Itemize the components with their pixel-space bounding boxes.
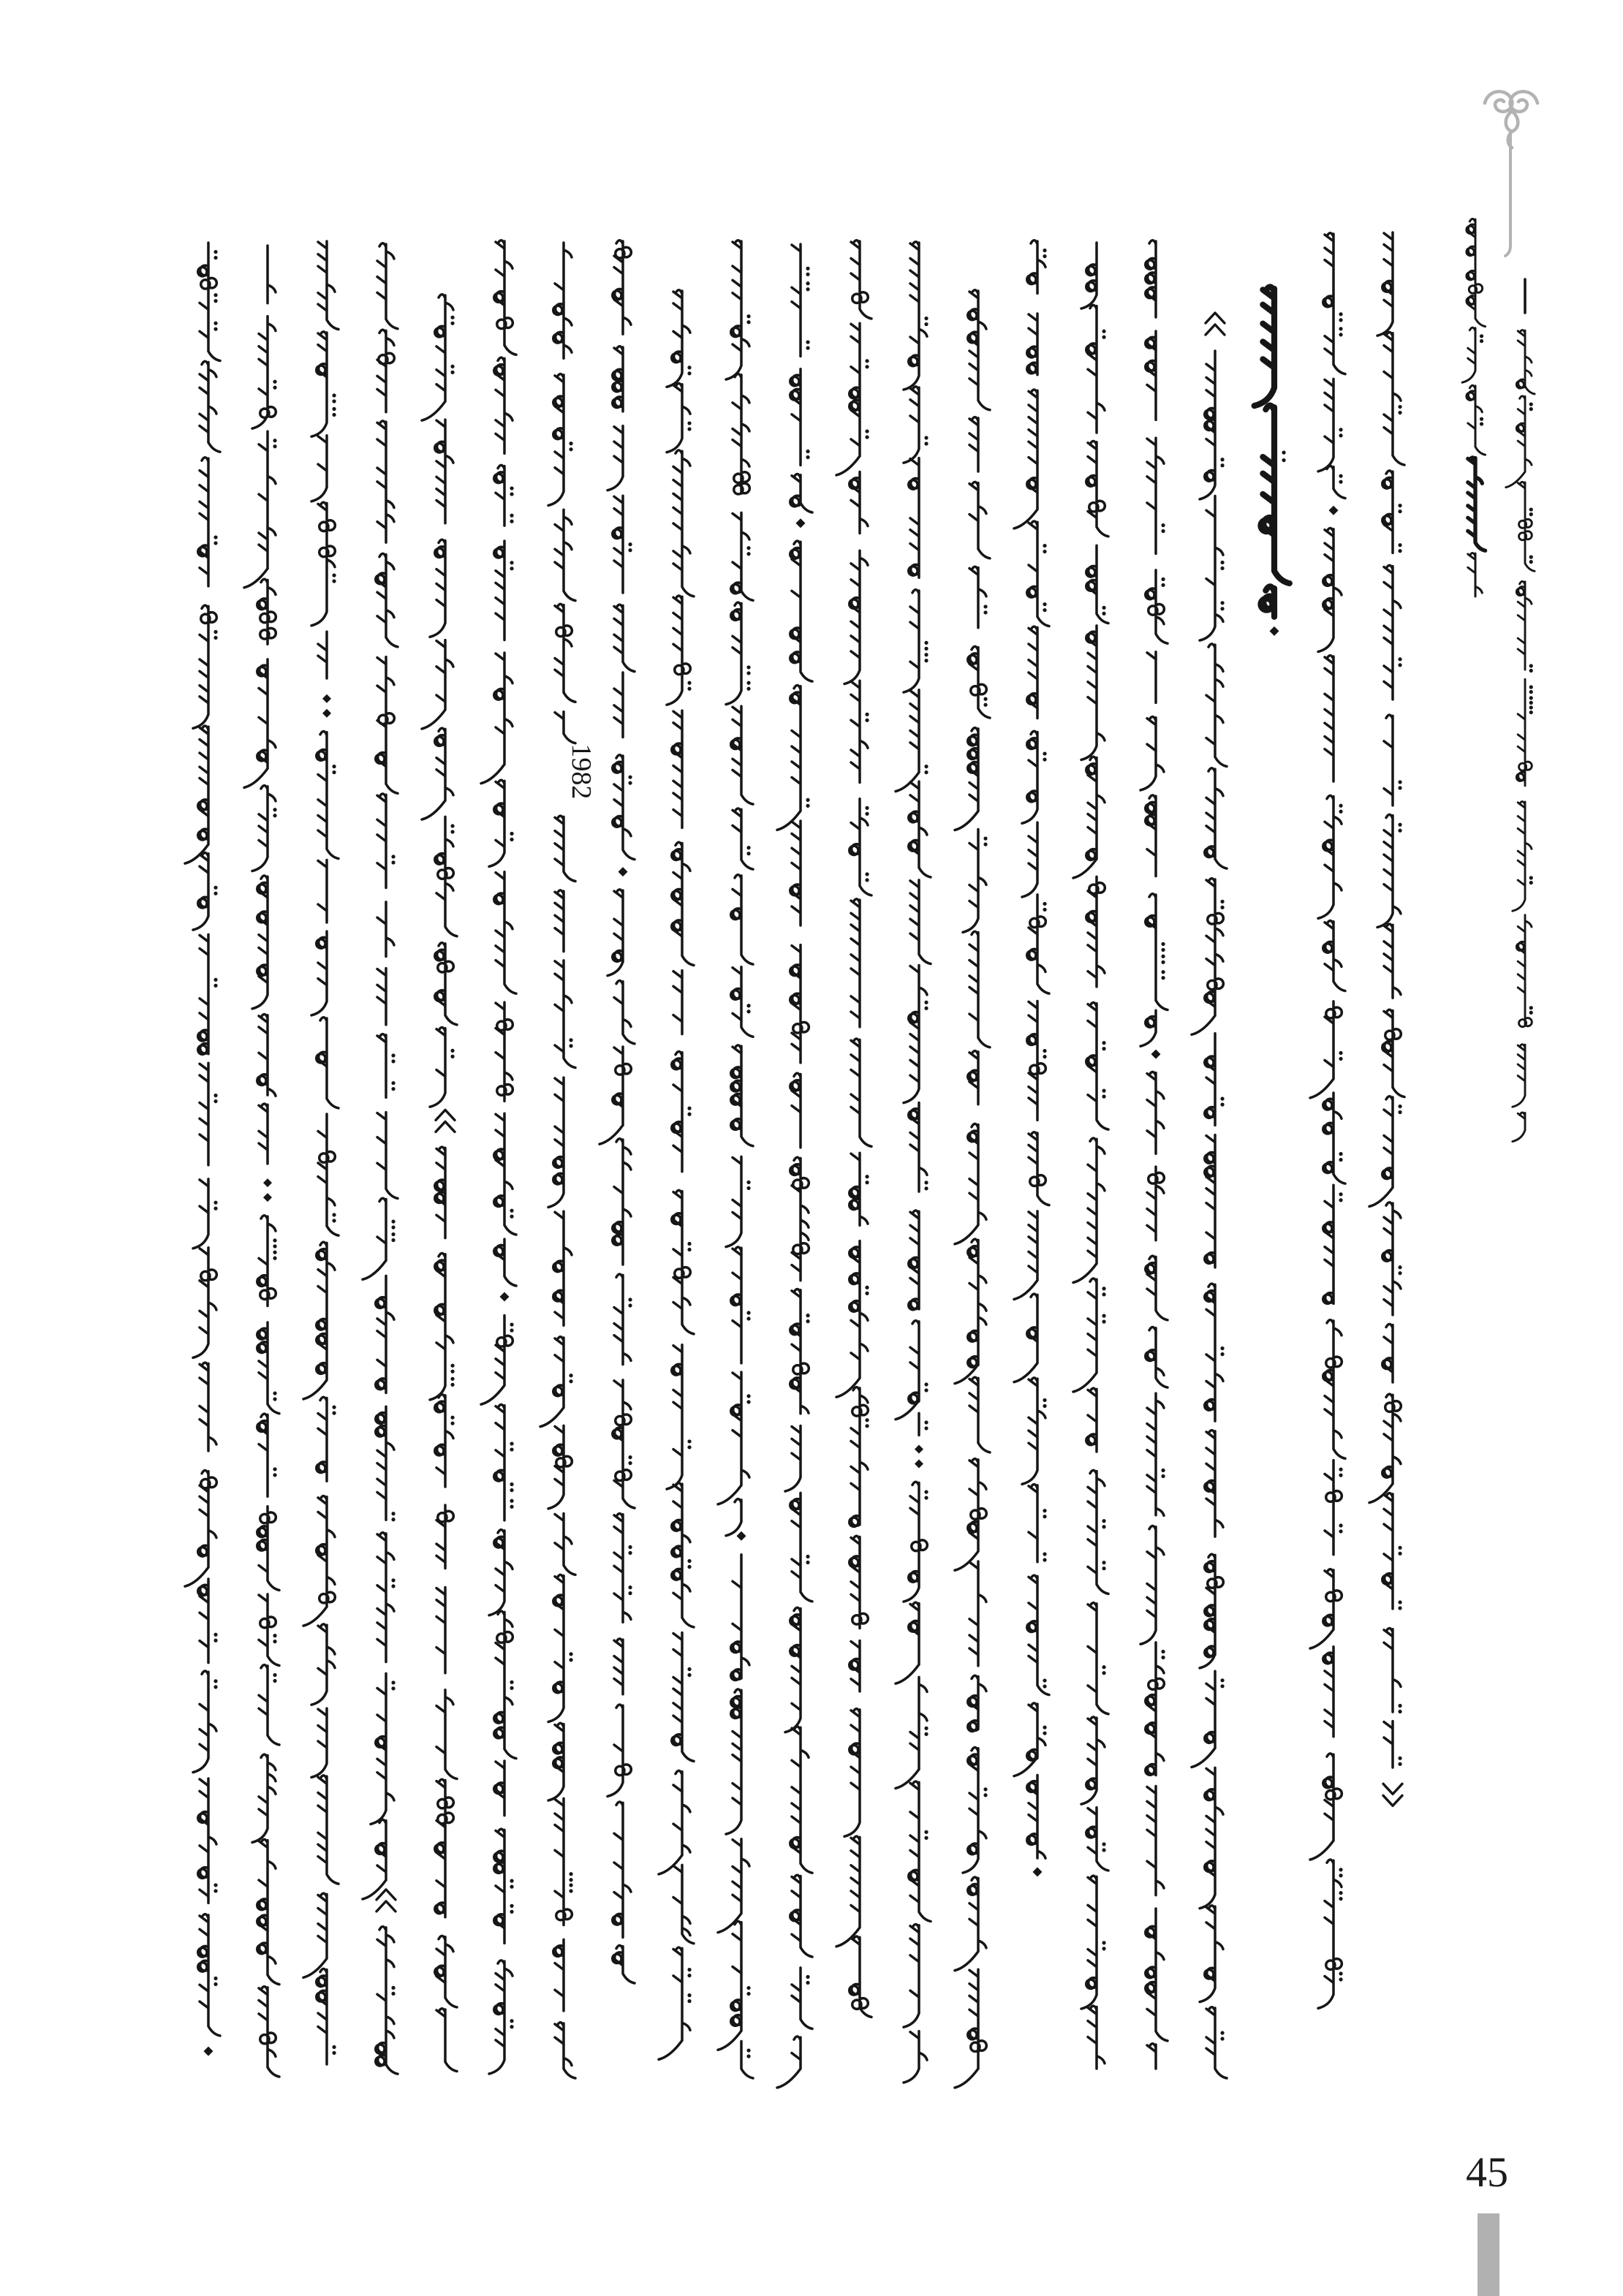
text-line — [659, 290, 694, 2060]
text-line — [777, 244, 812, 2088]
text-line — [1369, 232, 1404, 1806]
year-text: 1982 — [566, 743, 597, 800]
text-line — [1192, 313, 1227, 2078]
text-line — [481, 240, 516, 2074]
text-line — [599, 240, 635, 1983]
text-line — [896, 242, 931, 2083]
text-line — [422, 295, 457, 2072]
text-line — [363, 243, 398, 2074]
text-line — [244, 246, 279, 2077]
page-edge-bar — [1478, 2213, 1499, 2296]
text-line — [836, 240, 871, 2017]
text-line — [955, 290, 990, 2088]
header-line — [1506, 279, 1535, 1142]
text-line — [1073, 243, 1108, 2069]
text-line — [1310, 233, 1345, 2009]
text-line — [718, 240, 753, 2078]
text-line — [303, 241, 338, 2064]
header-line — [1462, 219, 1485, 596]
text-line — [185, 243, 220, 2056]
section-heading-line — [1255, 287, 1290, 635]
text-line — [540, 243, 597, 2078]
header-ornament-icon — [1485, 91, 1537, 256]
text-line — [1014, 240, 1049, 1877]
page-number: 45 — [1466, 2148, 1508, 2196]
text-line — [1140, 240, 1168, 2069]
